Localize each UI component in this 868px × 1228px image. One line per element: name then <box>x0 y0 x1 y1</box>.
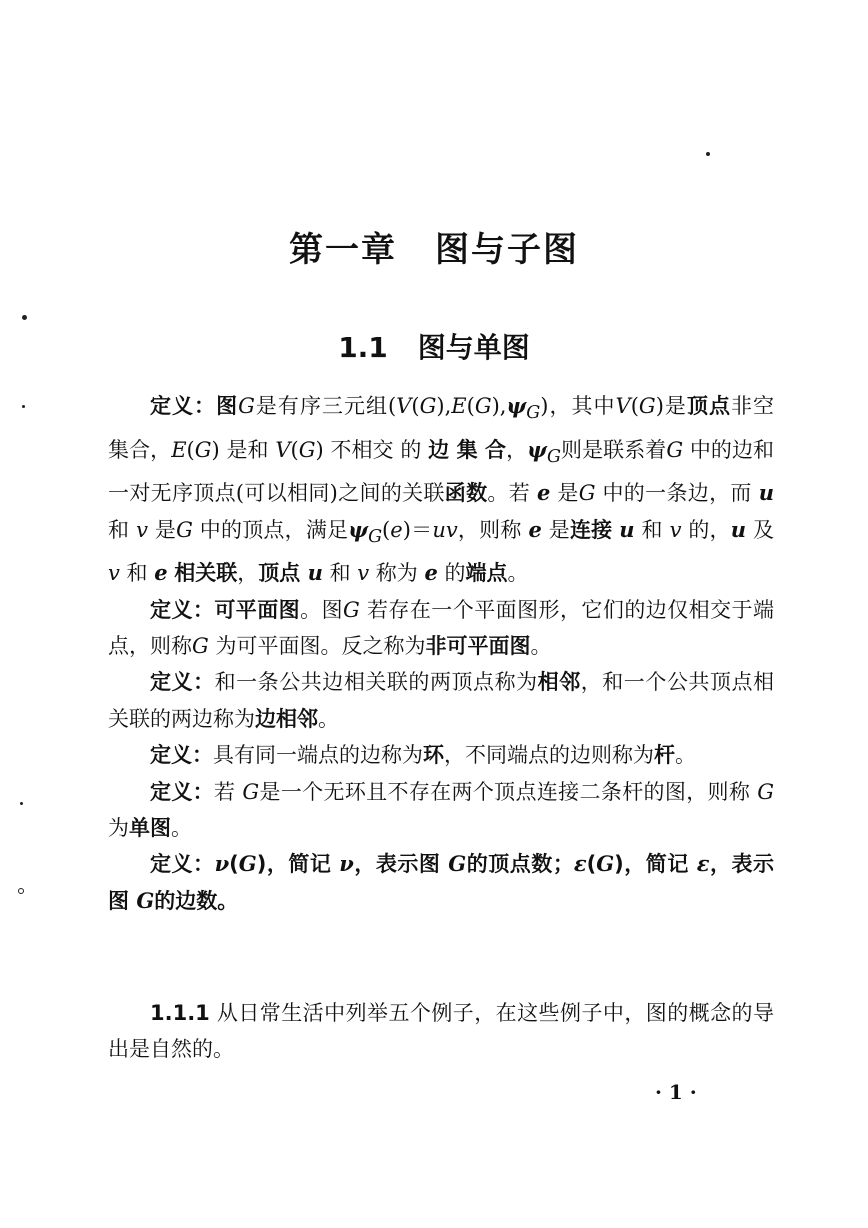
definition-simple-graph <box>108 774 774 847</box>
definition-label: 定义： <box>150 394 217 418</box>
term: 单图 <box>129 816 171 841</box>
math-symbol: G <box>238 851 257 877</box>
text-span: 。 <box>507 561 529 586</box>
text-span: ， <box>237 561 259 586</box>
definition-vertex-edge-count <box>108 846 774 919</box>
text-span: 若 <box>214 779 243 804</box>
math-symbol: e <box>154 560 168 586</box>
text-span: 非空集合， <box>108 394 775 462</box>
chapter-number: 第一章 <box>289 230 397 270</box>
text-span: 。图 <box>300 597 344 622</box>
math-symbol: G <box>343 597 360 622</box>
math-symbol: ψ <box>506 393 527 418</box>
math-symbol: u <box>619 516 635 542</box>
text-span: 图 <box>216 394 239 418</box>
exercise-paragraph <box>108 995 774 1068</box>
term: 非可平面图 <box>425 634 531 658</box>
math-symbol: ψ <box>348 516 369 542</box>
text-span: 。 <box>171 816 192 841</box>
text-span: ，和一个公共顶点相关联的两边称为 <box>108 670 775 731</box>
math-symbol: V <box>396 394 412 418</box>
term: 相邻 <box>537 670 581 695</box>
text-span: ，表示图 <box>108 852 775 913</box>
exercise-1-1-1 <box>108 995 774 1068</box>
text-span: ) 不相交 的 <box>315 437 429 462</box>
text-span: ( <box>382 517 391 542</box>
text-span: 是 <box>550 481 579 506</box>
text-span: )＝ <box>402 517 433 542</box>
definition-graph <box>108 388 774 592</box>
math-symbol: G <box>238 394 255 418</box>
text-span: )，其中 <box>540 394 616 418</box>
math-symbol: E <box>171 437 187 462</box>
definition-planar-graph <box>108 592 774 665</box>
text-span: 的， <box>681 517 731 542</box>
scan-speck <box>706 152 710 156</box>
text-span: 。 <box>318 706 339 731</box>
math-symbol: G <box>136 887 155 913</box>
math-symbol: u <box>730 516 747 542</box>
exercise-number: 1.1.1 <box>150 1001 210 1025</box>
term: 连接 <box>569 517 613 542</box>
math-symbol: u <box>758 480 774 506</box>
text-span: 是有序三元组( <box>254 394 397 418</box>
term: 可平面图 <box>214 597 301 622</box>
math-subscript: G <box>526 403 541 424</box>
text-span: 及 <box>746 517 774 542</box>
text-span: 和 <box>322 561 358 586</box>
math-symbol: G <box>666 437 684 462</box>
text-span: 为 <box>108 816 129 841</box>
text-span: ，不同端点的边则称为 <box>444 743 654 768</box>
section-name: 图与单图 <box>417 331 530 364</box>
text-span: 是 <box>147 517 177 542</box>
math-symbol: e <box>424 560 438 586</box>
text-span: 是 <box>541 517 570 542</box>
text-span: 中的边和一对无序顶点(可以相同)之间的关联 <box>108 437 775 506</box>
definition-label: 定义： <box>150 743 213 768</box>
body-text <box>108 388 774 919</box>
text-span: 。 <box>675 743 696 768</box>
math-subscript: G <box>368 526 383 547</box>
term: 相关联 <box>174 561 238 586</box>
math-symbol: G <box>638 394 656 418</box>
chapter-name: 图与子图 <box>435 230 579 270</box>
definition-loop-link <box>108 737 774 773</box>
text-span: ( <box>290 437 299 462</box>
text-span: 。 <box>530 634 552 658</box>
text-span: ), <box>491 394 507 418</box>
text-span: 则是联系着 <box>560 437 667 462</box>
exercise-text: 从日常生活中列举五个例子，在这些例子中，图的概念的导出是自然的。 <box>108 1001 774 1062</box>
term: 函数 <box>444 481 488 506</box>
term: 边相邻 <box>255 706 318 731</box>
text-span: 是一个无环且不存在两个顶点连接二条杆的图，则称 <box>259 779 758 804</box>
text-span: 中的一条边，而 <box>595 481 759 506</box>
text-span: 为可平面图。反之称为 <box>208 634 426 658</box>
math-symbol: ψ <box>527 436 547 462</box>
text-span: ，则称 <box>457 517 529 542</box>
math-symbol: ε <box>573 851 587 877</box>
text-span: 和 <box>634 517 670 542</box>
scan-speck <box>20 802 23 805</box>
math-symbol: G <box>596 851 615 877</box>
term: 环 <box>423 743 444 768</box>
math-symbol: G <box>419 394 437 418</box>
text-span: 和 <box>108 517 137 542</box>
text-span: ， <box>506 437 528 462</box>
text-span: 和一条公共边相关联的两顶点称为 <box>214 670 538 695</box>
text-span: 若存在一个平面图形，它们的边仅相交于端点，则称 <box>108 597 775 658</box>
text-span: ( <box>186 437 195 462</box>
text-span: ( <box>586 852 597 877</box>
text-span: ( <box>411 394 420 418</box>
math-symbol: v <box>108 561 120 586</box>
text-span: 中的顶点，满足 <box>192 517 349 542</box>
math-symbol: uv <box>432 517 458 542</box>
term: 端点 <box>465 561 508 586</box>
text-span: ( <box>229 852 239 877</box>
math-symbol: ν <box>339 851 354 877</box>
definition-label: 定义： <box>150 597 215 622</box>
math-symbol: V <box>275 437 291 462</box>
text-span: 具有同一端点的边称为 <box>213 743 423 768</box>
math-subscript: G <box>546 446 561 467</box>
text-span: )，简记 <box>256 852 340 877</box>
math-symbol: u <box>307 560 323 586</box>
math-symbol: E <box>451 394 467 418</box>
definition-label: 定义： <box>150 852 215 877</box>
math-symbol: G <box>757 779 774 804</box>
text-span: 的 <box>437 561 466 586</box>
math-symbol: G <box>448 851 467 877</box>
term: 杆 <box>654 743 675 768</box>
definition-label: 定义： <box>150 670 215 695</box>
math-symbol: ε <box>696 851 710 877</box>
text-span: ) <box>655 394 664 418</box>
math-symbol: G <box>176 517 193 542</box>
scan-speck <box>22 405 25 408</box>
term: 边 集 合 <box>428 437 507 462</box>
math-symbol: G <box>192 634 209 658</box>
chapter-title <box>0 222 868 271</box>
math-symbol: v <box>669 517 682 542</box>
text-span: 。若 <box>487 481 538 506</box>
math-symbol: v <box>136 517 148 542</box>
scan-speck <box>22 315 27 320</box>
math-symbol: v <box>357 561 370 586</box>
text-span: ( <box>630 394 639 418</box>
page-number: · 1 · <box>655 1080 697 1104</box>
math-symbol: G <box>474 394 492 418</box>
text-span: 的顶点数； <box>466 852 574 877</box>
math-symbol: G <box>242 779 260 804</box>
text-span: 顶点 <box>258 561 308 586</box>
text-span: 的边数。 <box>154 888 239 913</box>
math-symbol: G <box>578 481 596 506</box>
math-symbol: e <box>537 480 551 506</box>
text-span: ( <box>466 394 475 418</box>
text-span: 是 <box>663 394 687 418</box>
text-span: 称为 <box>369 561 425 586</box>
math-symbol: G <box>194 437 212 462</box>
section-number: 1.1 <box>338 331 388 364</box>
text-span: ) 是和 <box>211 437 276 462</box>
definition-label: 定义： <box>150 779 215 804</box>
term: 顶点 <box>686 394 731 418</box>
text-span: ), <box>436 394 452 418</box>
text-span: 和 <box>119 561 155 586</box>
math-symbol: e <box>390 517 403 542</box>
text-span: ，表示图 <box>353 852 449 877</box>
text-span: )，简记 <box>614 852 697 877</box>
math-symbol: G <box>298 437 316 462</box>
math-symbol: V <box>615 394 631 418</box>
definition-adjacent <box>108 664 774 737</box>
scan-speck <box>18 888 24 894</box>
section-title <box>0 326 868 366</box>
math-symbol: e <box>528 516 542 542</box>
math-symbol: ν <box>214 851 230 877</box>
